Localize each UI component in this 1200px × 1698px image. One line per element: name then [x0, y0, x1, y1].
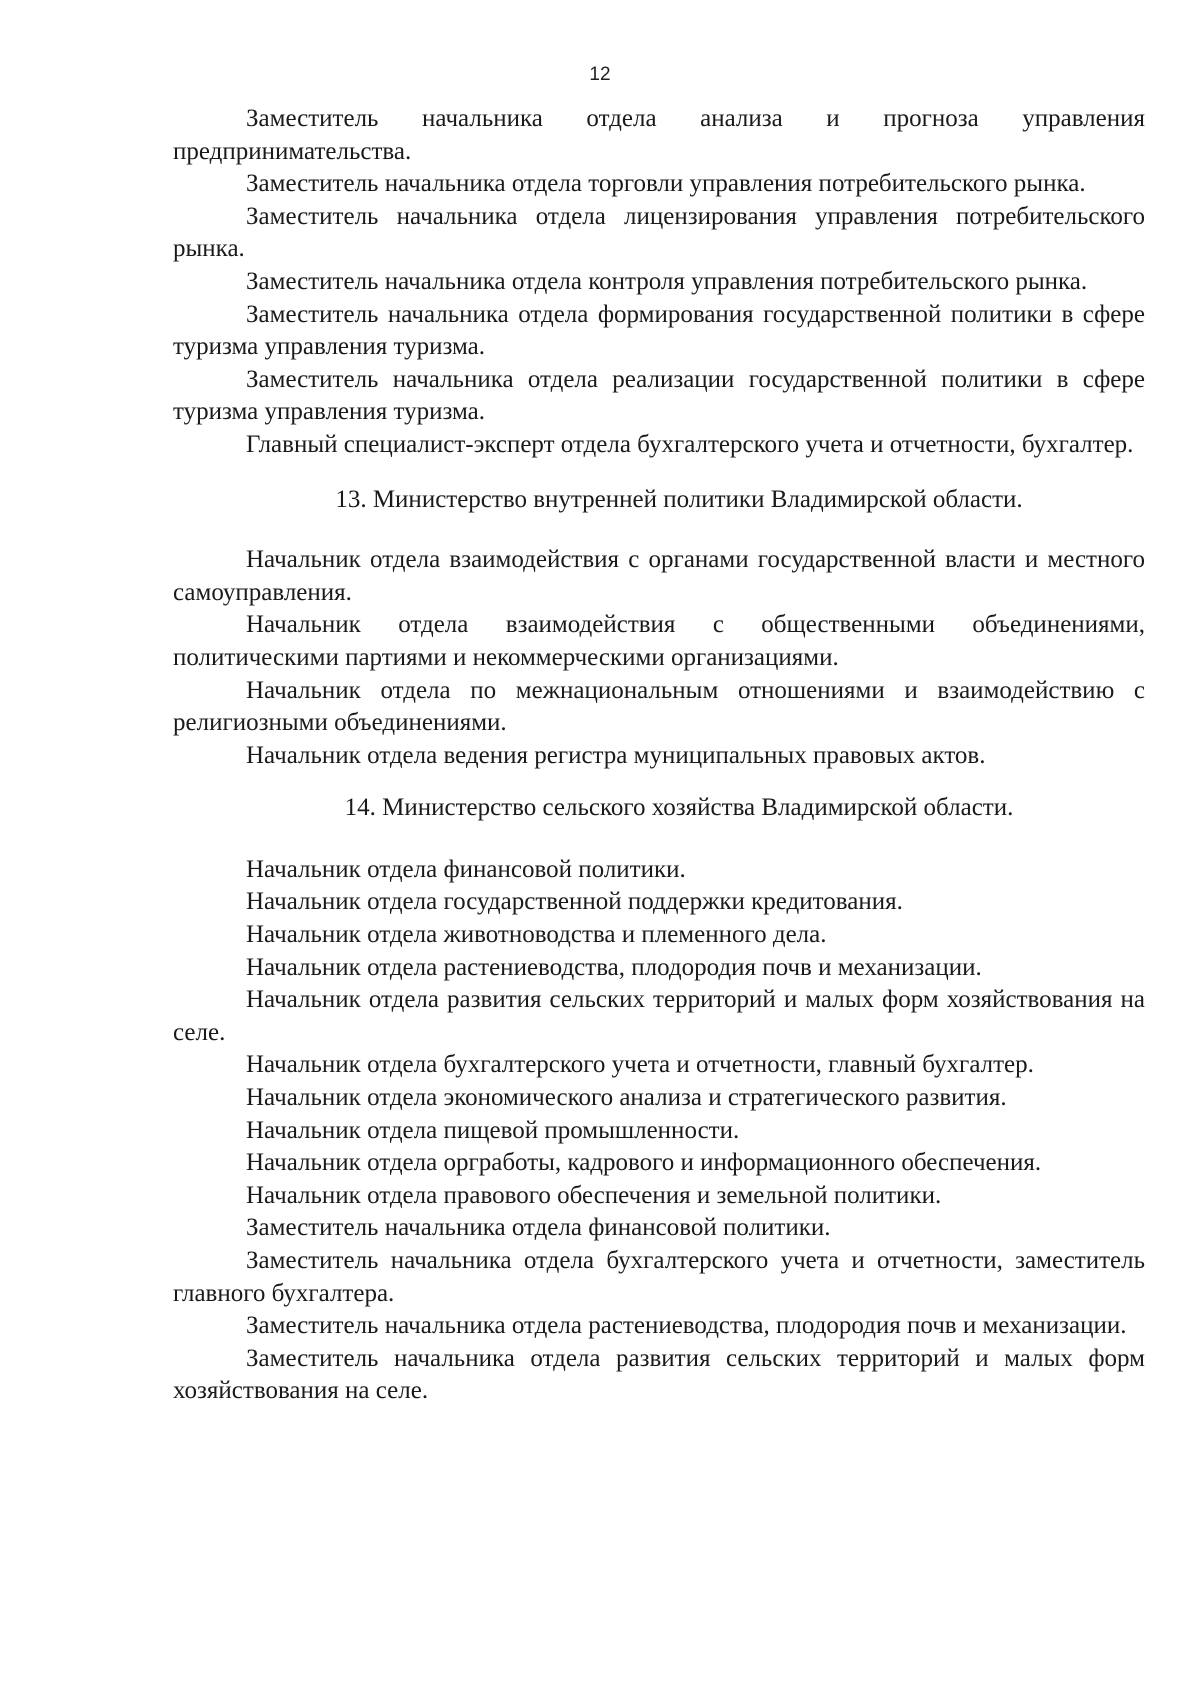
position-item: Начальник отдела бухгалтерского учета и отчетности, главный бухгалтер. — [246, 1051, 1034, 1079]
position-item: Начальник отдела ведения регистра муниципальных правовых актов. — [246, 741, 986, 769]
position-item: Заместитель начальника отдела реализации государственной политики в сфере туризма управления туризма. — [173, 365, 1145, 426]
position-item: Начальник отдела по межнациональным отношениями и взаимодействию с религиозными объединениями. — [173, 676, 1145, 737]
position-list-section-13 — [173, 544, 1145, 772]
page-number: 12 — [589, 64, 611, 85]
position-item: Начальник отдела растениеводства, плодородия почв и механизации. — [246, 953, 982, 981]
position-item: Начальник отдела взаимодействия с общественными объединениями, политическими партиями и некоммерческими организациями. — [173, 611, 1145, 671]
position-item: Заместитель начальника отдела бухгалтерского учета и отчетности, заместитель главного бухгалтера. — [173, 1247, 1145, 1307]
position-item: Начальник отдела развития сельских территорий и малых форм хозяйствования на селе. — [173, 986, 1145, 1046]
position-item: Начальник отдела финансовой политики. — [246, 855, 686, 883]
position-item: Начальник отдела государственной поддержки кредитования. — [246, 888, 903, 916]
position-item: Главный специалист-эксперт отдела бухгалтерского учета и отчетности, бухгалтер. — [246, 430, 1134, 458]
position-item: Начальник отдела оргработы, кадрового и информационного обеспечения. — [246, 1149, 1042, 1177]
document-body — [173, 103, 1145, 1408]
position-item: Начальник отдела взаимодействия с органами государственной власти и местного самоуправления. — [173, 546, 1145, 606]
position-item: Начальник отдела правового обеспечения и земельной политики. — [246, 1181, 942, 1209]
position-item: Заместитель начальника отдела торговли управления потребительского рынка. — [246, 170, 1086, 198]
position-item: Заместитель начальника отдела лицензирования управления потребительского рынка. — [173, 202, 1145, 263]
position-item: Заместитель начальника отдела финансовой политики. — [246, 1214, 831, 1242]
section-heading-14: 14. Министерство сельского хозяйства Владимирской области. — [344, 794, 1014, 822]
position-item: Заместитель начальника отдела формирования государственной политики в сфере туризма управления туризма. — [173, 300, 1145, 361]
position-item: Заместитель начальника отдела развития сельских территорий и малых форм хозяйствования на селе. — [173, 1344, 1145, 1405]
position-item: Начальник отдела экономического анализа и стратегического развития. — [246, 1084, 1007, 1112]
position-list-section-14 — [173, 854, 1145, 1408]
position-item: Начальник отдела животноводства и племенного дела. — [246, 921, 827, 949]
position-item: Заместитель начальника отдела растениеводства, плодородия почв и механизации. — [246, 1312, 1127, 1340]
position-list-continued — [173, 103, 1145, 462]
position-item: Заместитель начальника отдела контроля управления потребительского рынка. — [246, 267, 1088, 295]
position-item: Заместитель начальника отдела анализа и прогноза управления предпринимательства. — [173, 105, 1145, 165]
section-heading-13: 13. Министерство внутренней политики Владимирской области. — [335, 485, 1023, 513]
position-item: Начальник отдела пищевой промышленности. — [246, 1116, 740, 1144]
